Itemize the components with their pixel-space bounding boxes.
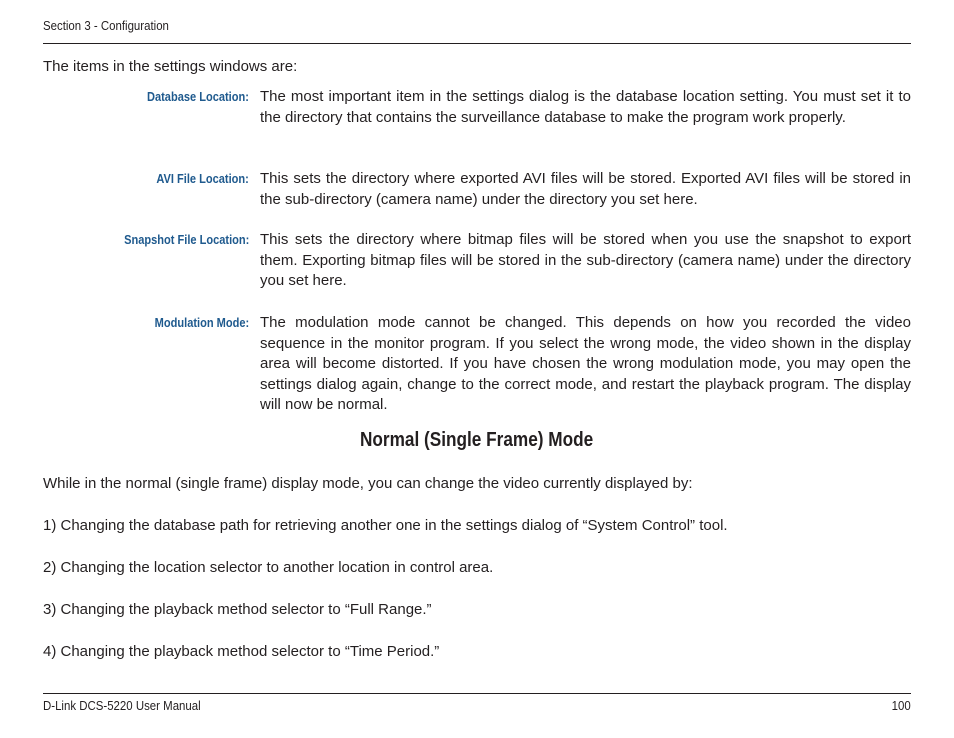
definition-term: AVI File Location:	[156, 171, 249, 186]
list-item: 3) Changing the playback method selector to “Full Range.”	[43, 601, 432, 618]
definition-term: Modulation Mode:	[154, 315, 249, 330]
list-item: 4) Changing the playback method selector to “Time Period.”	[43, 643, 440, 660]
definition-description: This sets the directory where bitmap files will be stored when you use the snapshot to export them. Exporting bitmap files will be stored in the sub-directory (camera name) under the directory you set here.	[260, 231, 911, 289]
section-header: Section 3 - Configuration	[43, 18, 169, 33]
footer-manual-title: D-Link DCS-5220 User Manual	[43, 698, 201, 713]
section-title-text: Normal (Single Frame) Mode	[360, 429, 594, 451]
list-item: 2) Changing the location selector to another location in control area.	[43, 559, 494, 576]
definition-description: This sets the directory where exported AVI files will be stored. Exported AVI files will be stored in the sub-directory (camera name) under the directory you set here.	[260, 170, 911, 208]
definition-description: The modulation mode cannot be changed. This depends on how you recorded the video sequence in the monitor program. If you select the wrong mode, the video shown in the display area will become distorted. If you have chosen the wrong modulation mode, you may open the settings dialog again, change to the correct mode, and restart the playback program. The display will now be normal.	[260, 314, 911, 413]
definition-term: Database Location:	[147, 89, 249, 104]
definition-term: Snapshot File Location:	[123, 232, 249, 247]
list-item: 1) Changing the database path for retrieving another one in the settings dialog of “System Control” tool.	[43, 517, 728, 534]
header-rule	[43, 43, 911, 44]
definition-description: The most important item in the settings dialog is the database location setting. You must set it to the directory that contains the surveillance database to make the program work properly.	[260, 88, 911, 126]
page-number: 100	[891, 698, 911, 713]
footer-rule	[43, 693, 911, 694]
intro-text: The items in the settings windows are:	[43, 58, 298, 75]
section-title	[0, 429, 954, 452]
body-lead: While in the normal (single frame) display mode, you can change the video currently displayed by:	[43, 475, 693, 492]
